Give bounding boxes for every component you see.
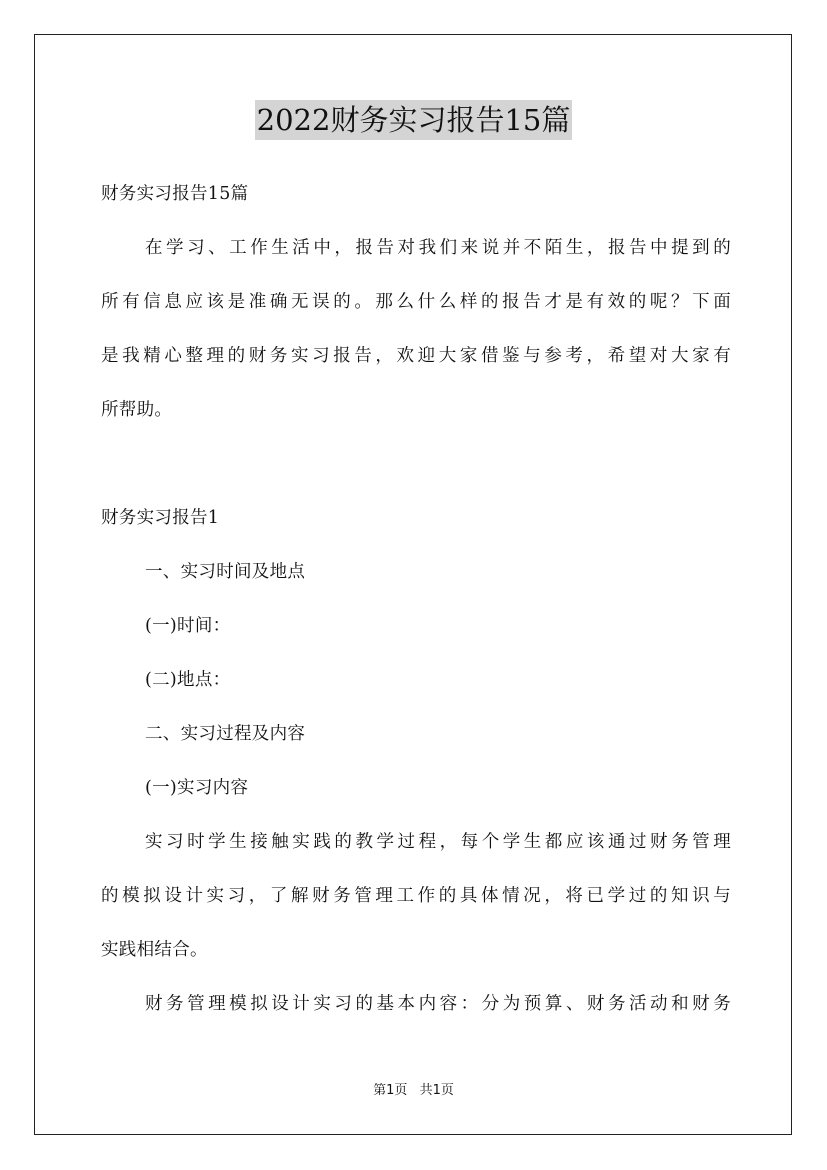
page-total: 共1页: [419, 1083, 454, 1098]
subtitle-line: 财务实习报告15篇: [101, 184, 249, 204]
paragraph-line: 实践相结合。: [101, 940, 208, 960]
paragraph-line: 是我精心整理的财务实习报告，欢迎大家借鉴与参考，希望对大家有: [101, 346, 731, 366]
paragraph-line: 的模拟设计实习，了解财务管理工作的具体情况，将已学过的知识与: [101, 886, 731, 906]
section-heading: 财务实习报告1: [101, 508, 220, 528]
title-container: [0, 100, 827, 140]
page-number: 第1页: [373, 1083, 408, 1098]
outline-item: (一)实习内容: [145, 778, 249, 798]
paragraph-line: 在学习、工作生活中，报告对我们来说并不陌生，报告中提到的: [145, 238, 731, 258]
page-footer: [0, 1082, 827, 1100]
paragraph-line: 财务管理模拟设计实习的基本内容：分为预算、财务活动和财务: [145, 994, 731, 1014]
outline-item: 二、实习过程及内容: [145, 724, 306, 744]
outline-item: (二)地点：: [145, 670, 231, 690]
paragraph-line: 所有信息应该是准确无误的。那么什么样的报告才是有效的呢？下面: [101, 292, 731, 312]
document-title: 2022财务实习报告15篇: [255, 100, 573, 140]
outline-item: (一)时间：: [145, 616, 231, 636]
paragraph-line: 所帮助。: [101, 400, 173, 420]
outline-item: 一、实习时间及地点: [145, 562, 306, 582]
paragraph-line: 实习时学生接触实践的教学过程，每个学生都应该通过财务管理: [145, 832, 731, 852]
